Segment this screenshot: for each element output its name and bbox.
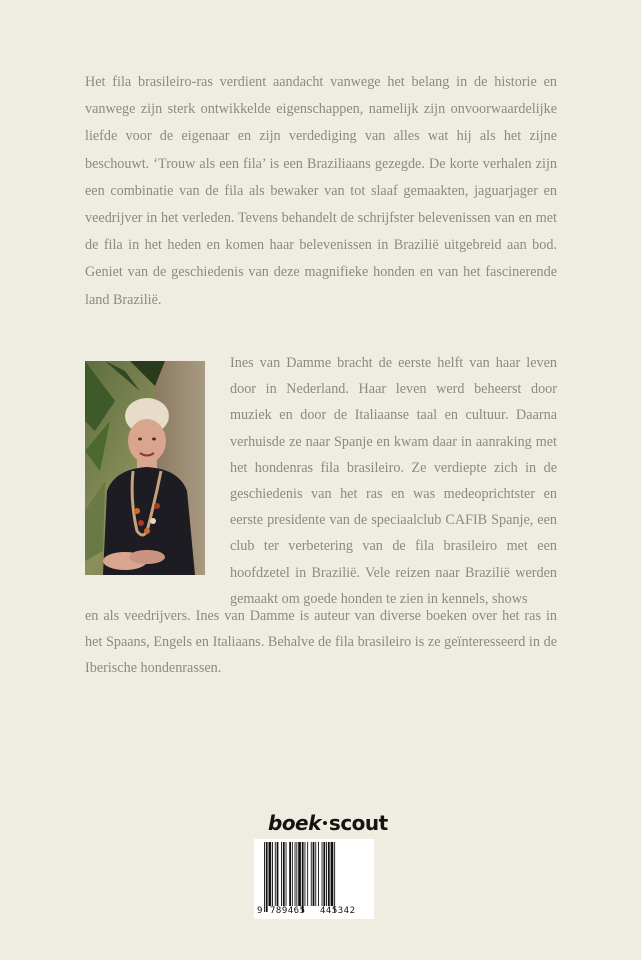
barcode-bar xyxy=(286,842,287,906)
barcode-bar xyxy=(318,842,319,906)
author-photo xyxy=(85,361,205,575)
barcode-digit-first: 9 xyxy=(257,906,263,916)
isbn-barcode xyxy=(254,839,374,919)
barcode-bar xyxy=(266,842,268,912)
barcode-bar xyxy=(323,842,325,906)
barcode-bar xyxy=(292,842,293,906)
barcode-bar xyxy=(272,842,273,906)
barcode-bar xyxy=(283,842,285,906)
barcode-bar xyxy=(328,842,330,906)
author-bio: Ines van Damme bracht de eerste helft van haar leven door in Nederland. Haar leven werd beheerst door muziek en door de Italiaanse taal en cultuur. Daarna verhuisde ze naar Spanje en kwam daar in aanraking met het hondenras fila brasileiro. Ze verdiepte zich in de geschiedenis van het ras en was medeoprichtster en eerste presidente van de speciaalclub CAFIB Spanje, een club ter verbetering van de fila brasileiro met een hoofdzetel in Brazilië. Vele reizen naar Brazilië werden gemaakt om goede honden te zien in kennels, shows xyxy=(230,355,557,607)
publisher-logo xyxy=(268,811,388,841)
barcode-bar xyxy=(334,842,335,912)
barcode-bar xyxy=(298,842,301,906)
barcode-bar xyxy=(322,842,323,906)
barcode-bar xyxy=(296,842,297,906)
blurb-paragraph: Het fila brasileiro-ras verdient aandacht vanwege het belang in de historie en vanwege zijn sterk ontwikkelde eigenschappen, namelijk zijn onvoorwaardelijke liefde voor de eigenaar en zijn verdediging van alles wat hij als het zijne beschouwt. ‘Trouw als een fila’ is een Braziliaans gezegde. De korte verhalen zijn een combinatie van de fila als bewaker van tot slaaf gemaakten, jaguarjager en veedrijver in het verleden. Tevens behandelt de schrijfster belevenissen van en met de fila in het heden en komen haar belevenissen in Brazilië uitgebreid aan bod. Geniet van de geschiedenis van deze magnifieke honden en van het fascinerende land Brazilië. xyxy=(85,74,557,308)
publisher-logo-part1: boek xyxy=(268,811,321,835)
barcode-bar xyxy=(307,842,308,906)
barcode-bar xyxy=(326,842,327,906)
barcode-bar xyxy=(275,842,276,906)
barcode-bar xyxy=(269,842,272,906)
barcode-bar xyxy=(331,842,334,906)
barcode-bar xyxy=(277,842,279,906)
barcode-bar xyxy=(264,842,265,912)
publisher-logo-part2: scout xyxy=(328,811,388,835)
barcode-digits xyxy=(254,906,374,918)
author-bio-continued: en als veedrijvers. Ines van Damme is auteur van diverse boeken over het ras in het Spaans, Engels en Italiaans. Behalve de fila brasileiro is ze geïnteresseerd in de Iberische hondenrassen. xyxy=(85,608,557,677)
barcode-bar xyxy=(311,842,312,906)
barcode-bar xyxy=(281,842,282,906)
barcode-bar xyxy=(305,842,306,906)
barcode-bar xyxy=(313,842,315,906)
barcode-bar xyxy=(295,842,296,906)
barcode-group-left: 789465 xyxy=(270,906,306,916)
publisher-logo-dot xyxy=(323,821,327,825)
barcode-bar xyxy=(315,842,316,906)
barcode-bar xyxy=(289,842,291,906)
barcode-group-right: 445342 xyxy=(320,906,356,916)
barcode-bar xyxy=(302,842,304,912)
